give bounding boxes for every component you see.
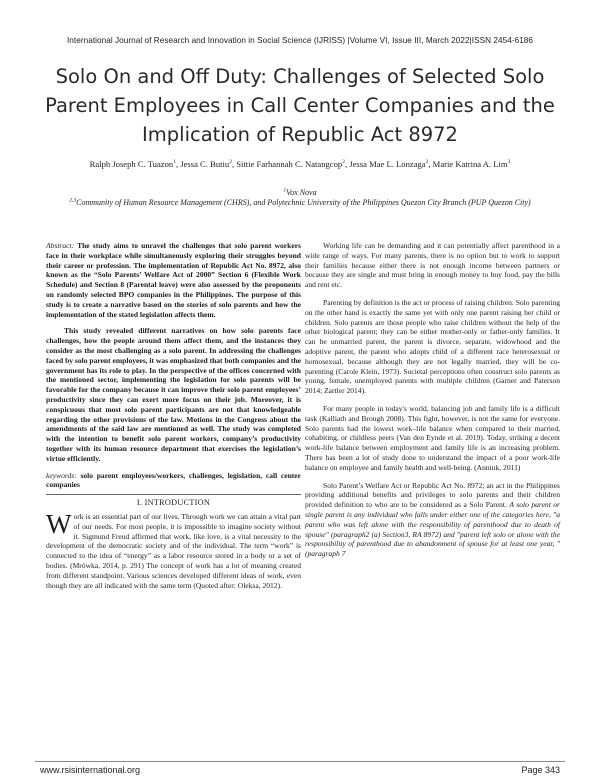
keywords-label: keywords:	[46, 470, 77, 480]
abstract-paragraph-2: This study revealed different narratives on how solo parents face challenges, how the people around them affect them, and the instances they consider as the most challenging as a solo parent. In addressing the challenges faced by solo parent employees, it was emphasized that both companies and the government has its role to play. In the perspective of the offices concerned with the mentioned sector, implementing the legislation for solo parents will be favorable for the company because it can improve their solo parent employees’ productivity since they can exert more focus on their job. Moreover, it is conspicuous that most solo parent participants are not that knowledgeable regarding the other provisions of the law. Motions in the Congress about the amendments of the said law are mentioned as well. The study was completed with the intention to benefit solo parent workers, company’s productivity together with its human resource department that exercises the legislation’s virtue efficiently.	[46, 326, 301, 463]
author-name: , Marie Katrina A. Lim	[428, 159, 508, 169]
paper-title: Solo On and Off Duty: Challenges of Selected Solo Parent Employees in Call Center Companies and the Implication of Republic Act 8972	[45, 65, 555, 146]
author-affil-marker: 2	[342, 159, 345, 166]
author-name: , Sittie Farhannah C. Natangcop	[231, 159, 343, 169]
left-column	[46, 241, 301, 598]
intro-text: ork is an essential part of our lives. Through work we can attain a vital part of our needs. For most people, it is impossible to imagine society without it. Sigmund Freud affirmed that work, like love, is a vital necessity to the development of the democratic society and of the individual. The term “work” is connected to the idea of “energy” as a labor resource stored in a body or a set of bodies. (Mrówka, 2014, p. 291) The concept of work has a lot of meaning created from different standpoint. Various sciences developed different ideas of work, even though they are all indicated with the same term (Quoted after: Oleksa, 2012).	[46, 511, 301, 590]
abstract-paragraph-1	[46, 241, 301, 319]
right-column	[305, 241, 560, 567]
journal-header: International Journal of Research and Innovation in Social Science (IJRISS) |Volume VI, Issue III, March 2022|ISSN 2454-6186	[66, 36, 534, 45]
affil-marker: 1	[283, 187, 287, 194]
author-list	[40, 159, 560, 170]
body-paragraph-2: Parenting by definition is the act or process of raising children. Solo parenting on the other hand is exactly the same yet with only one parent raising her child or children. Solo parents are those people who raise children without the help of the other biological parent; they can be either mother-only or father-only families. It can be unmarried parent, the parent is divorce, separate, widowhood and the adoptive parent, the parent who adopts child of a different race heterosexual or homosexual, because although they are not legally married, they will be co-parenting (Carole Klein, 1973). Societal perceptions often construct solo parents as young, female, unemployed parents with multiple children (Garner and Paterson 2014; Zartler 2014).	[305, 297, 560, 396]
affil-marker: 2,3	[69, 197, 77, 204]
intro-paragraph-1	[46, 508, 301, 590]
author-affil-marker: 3	[507, 159, 511, 166]
affiliation-text: Vox Nova	[286, 188, 317, 197]
abstract-label: Abstract:	[46, 241, 75, 250]
footer-divider	[35, 761, 565, 762]
footer-page-number: Page 343	[521, 765, 560, 775]
author-name: Ralph Joseph C. Tuazon	[89, 159, 174, 169]
section-heading-introduction: I. INTRODUCTION	[136, 498, 211, 508]
body-paragraph-3: For many people in today's world, balancing job and family life is a difficult task (Kalliath and Brough 2008). This fight, however, is not the same for everyone. Solo parents had the lowest work–life balance when compared to their married, cohabiting, or childless peers (Van den Eynde et al. 2019). Today, striking a decent work-life balance between employment and family life is an increasing problem. There has been a lot of study done to understand the impact of a poor work-life balance on employee and family health and well-being. (Annink, 2011)	[305, 403, 560, 472]
keywords	[46, 471, 301, 491]
author-name: , Jessa C. Butiu	[175, 159, 230, 169]
abstract-text: The study aims to unravel the challenges that solo parent workers face in their workplace while simultaneously exploring their struggles beyond their career or profession. The implementation of Republic Act No. 8972, also known as the “Solo Parents’ Welfare Act of 2000” Section 6 (Flexible Work Schedule) and Section 8 (Parental leave) were also assessed by the proponents on randomly selected BPO companies in the Philippines. The purpose of this study is to create a narrative based on the stories of solo parents and how the implementation of the stated legislation affects them.	[46, 241, 301, 319]
body-paragraph-1: Working life can be demanding and it can potentially affect parenthood in a wide range of ways. For many parents, there is no option but to work to support their families because either there is not enough income between partners or because they are single and must bring in enough money to buy food, pay the bills and rent etc.	[305, 241, 560, 290]
body-text-italic: A solo parent or single parent is any individual who falls under either one of the categories here, "a parent who was left alone with the responsibility of parenthood due to death of spouse" (paragraph2 (a) Section3, RA 8972) and "parent left solo or alone with the responsibility of parenthood due to abandonment of spouse for at least one year, " (paragraph 7	[305, 500, 560, 559]
affiliation-2	[40, 198, 560, 208]
body-paragraph-4	[305, 481, 560, 559]
affiliation-text: Community of Human Resource Management (CHRS), and Polytechnic University of the Philippines Quezon City Branch (PUP Quezon City)	[76, 198, 531, 207]
drop-cap: W	[46, 508, 72, 539]
author-affil-marker: 2	[229, 159, 232, 166]
footer-website: www.rsisinternational.org	[40, 765, 141, 775]
author-name: , Jessa Mae L. Lonzaga	[344, 159, 426, 169]
author-affil-marker: 2	[425, 159, 429, 166]
keywords-text: solo parent employees/workers, challenges, legislation, call center companies	[46, 470, 301, 490]
affiliations	[40, 188, 560, 208]
affiliation-1	[40, 188, 560, 198]
author-affil-marker: 1	[173, 159, 176, 166]
body-text: Solo Parent’s Welfare Act or Republic Act No. 8972; an act in the Philippines providing additional benefits and privileges to solo parents and their children provided definition to who are to be considered as a Solo Parent.	[305, 480, 560, 510]
section-divider	[46, 494, 301, 495]
